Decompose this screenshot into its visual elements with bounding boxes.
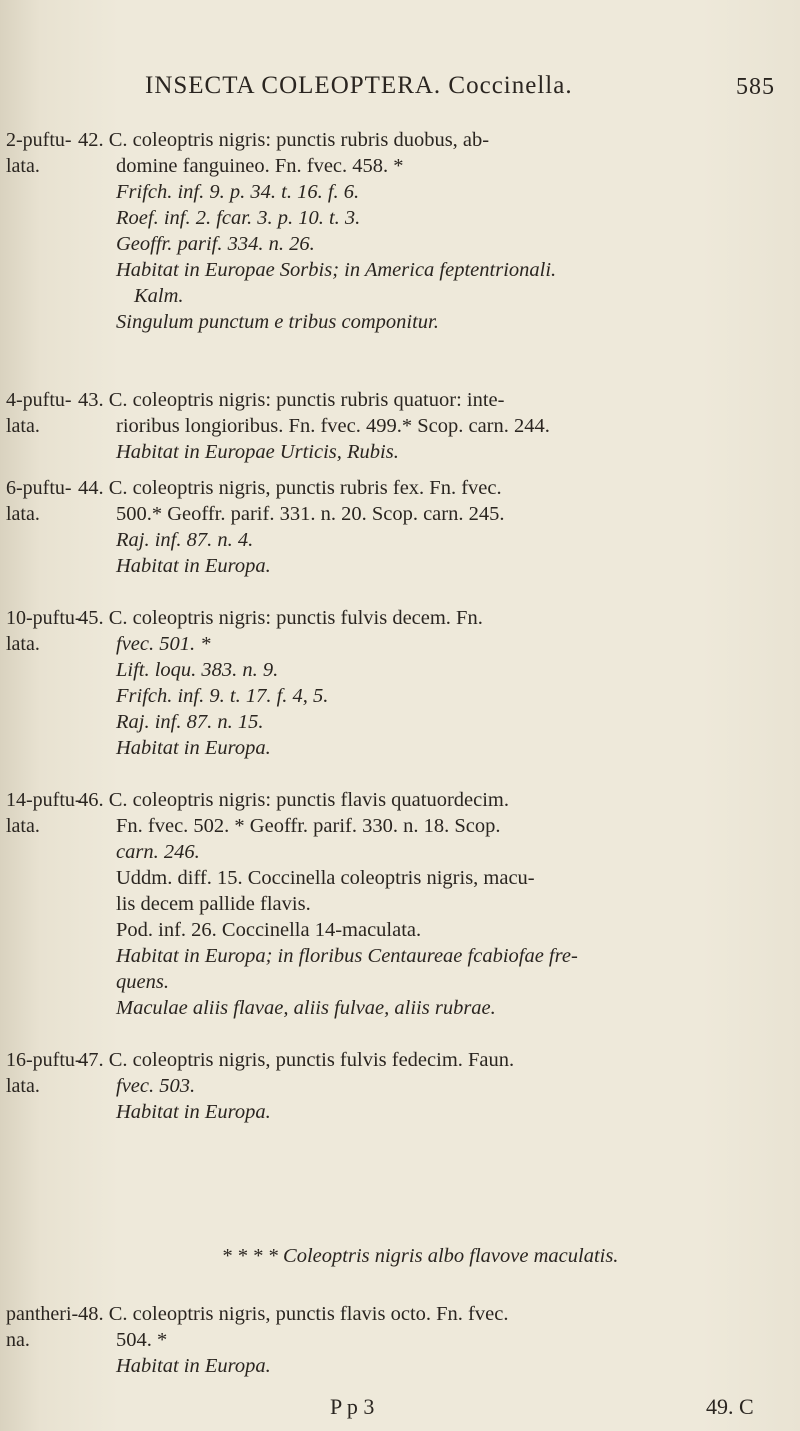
catchword: 49. C bbox=[706, 1394, 754, 1419]
signature-mark: P p 3 bbox=[330, 1394, 375, 1419]
species-name: 16-puftu- lata. bbox=[6, 1049, 82, 1097]
header-title: INSECTA COLEOPTERA. Coccinella. bbox=[145, 72, 573, 99]
species-name: 2-puftu- lata. bbox=[6, 129, 72, 177]
entry-text: 48. C. coleoptris nigris, punctis flavis octo. Fn. fvec. 504. * Habitat in Europa. bbox=[78, 1303, 509, 1377]
page-number: 585 bbox=[736, 74, 775, 100]
entry-text: 46. C. coleoptris nigris: punctis flavis quatuordecim. Fn. fvec. 502. * Geoffr. parif. 330. n. 18. Scop. carn. 246. Uddm. diff. 15. Coccinella coleoptris nigris, macu- lis decem pallide flavis. Pod. inf. 26. Coccinella 14-maculata. Habitat in Europa; in floribus Centaureae fcabiofae fre- quens. Maculae aliis flavae, aliis fulvae, aliis rubrae. bbox=[78, 789, 578, 1019]
species-name: 6-puftu- lata. bbox=[6, 477, 72, 525]
entry-text: 42. C. coleoptris nigris: punctis rubris duobus, ab- domine fanguineo. Fn. fvec. 458. * Frifch. inf. 9. p. 34. t. 16. f. 6. Roef. inf. 2. fcar. 3. p. 10. t. 3. Geoffr. parif. 334. n. 26. Habitat in Europae Sorbis; in America feptentrionali. Kalm. Singulum punctum e tribus componitur. bbox=[78, 129, 557, 333]
species-name: 10-puftu- lata. bbox=[6, 607, 82, 655]
species-name: 14-puftu- lata. bbox=[6, 789, 82, 837]
entry-text: 43. C. coleoptris nigris: punctis rubris quatuor: inte- rioribus longioribus. Fn. fvec. 499.* Scop. carn. 244. Habitat in Europae Urticis, Rubis. bbox=[78, 389, 550, 463]
species-name: pantheri- na. bbox=[6, 1303, 79, 1351]
species-name: 4-puftu- lata. bbox=[6, 389, 72, 437]
entry-text: 47. C. coleoptris nigris, punctis fulvis fedecim. Faun. fvec. 503. Habitat in Europa. bbox=[78, 1049, 515, 1123]
running-header bbox=[145, 72, 775, 100]
section-heading: * * * * Coleoptris nigris albo flavove maculatis. bbox=[221, 1245, 619, 1267]
entry-text: 44. C. coleoptris nigris, punctis rubris fex. Fn. fvec. 500.* Geoffr. parif. 331. n. 20. Scop. carn. 245. Raj. inf. 87. n. 4. Habitat in Europa. bbox=[78, 477, 505, 577]
entry-text: 45. C. coleoptris nigris: punctis fulvis decem. Fn. fvec. 501. * Lift. loqu. 383. n. 9. Frifch. inf. 9. t. 17. f. 4, 5. Raj. inf. 87. n. 15. Habitat in Europa. bbox=[78, 607, 483, 759]
